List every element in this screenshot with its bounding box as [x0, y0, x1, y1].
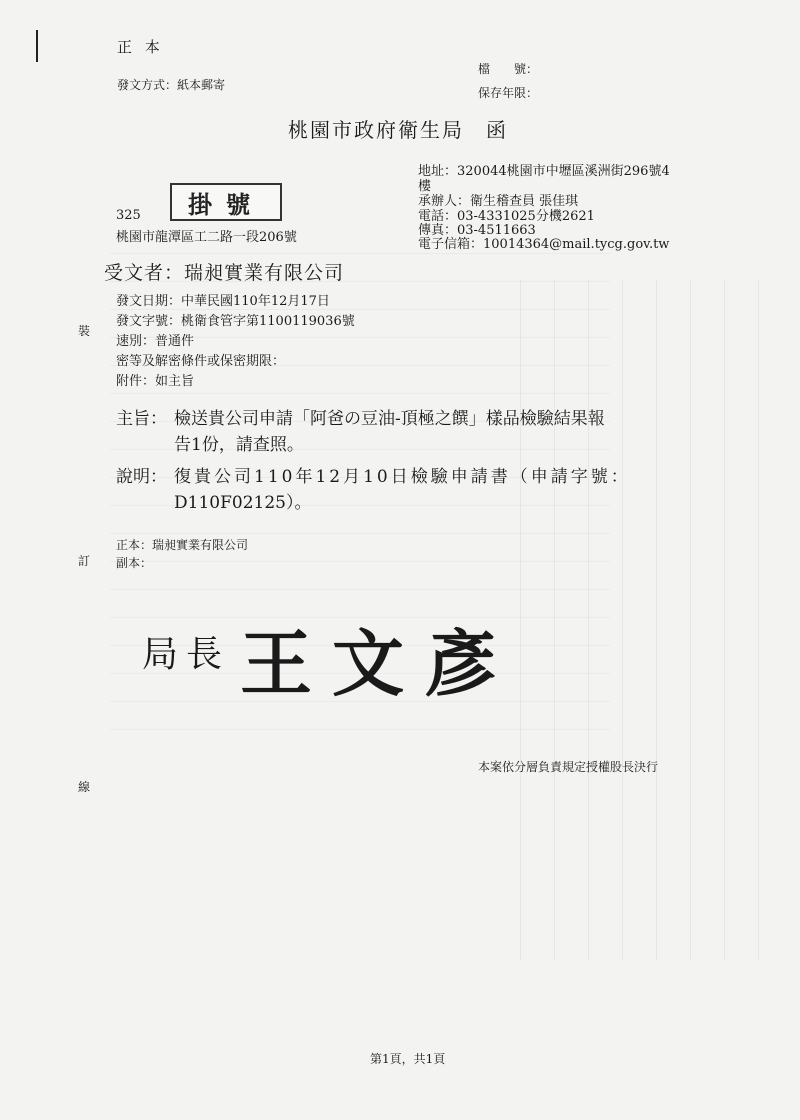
attachment: 附件：如主旨 — [116, 374, 195, 389]
postal-code: 325 — [116, 208, 141, 223]
fax: 傳真：03-4511663 — [418, 223, 536, 238]
subject-line-2: 告1份，請查照。 — [174, 435, 304, 455]
phone: 電話：03-4331025分機2621 — [418, 209, 595, 224]
binding-mark-middle: 訂 — [78, 554, 91, 568]
binding-mark-top: 裝 — [78, 324, 91, 338]
subject-label: 主旨： — [116, 409, 167, 429]
document-title: 桃園市政府衛生局 函 — [288, 118, 508, 142]
registered-mail-stamp: 掛號 — [170, 183, 282, 221]
subject-line-1: 檢送貴公司申請「阿爸の豆油-頂極之饌」樣品檢驗結果報 — [174, 409, 605, 429]
recipient: 受文者：瑞昶實業有限公司 — [104, 262, 345, 284]
sender-address: 地址：320044桃園市中壢區溪洲街296號4 — [418, 164, 670, 179]
explanation-line-1: 復貴公司110年12月10日檢驗申請書（申請字號： — [174, 467, 631, 487]
email: 電子信箱：10014364@mail.tycg.gov.tw — [418, 237, 670, 252]
page-number: 第1頁，共1頁 — [370, 1052, 446, 1066]
explanation-label: 說明： — [116, 467, 167, 487]
binding-mark-bottom: 線 — [78, 780, 91, 794]
explanation-line-2: D110F02125）。 — [174, 493, 312, 513]
document-number: 發文字號：桃衛食管字第1100119036號 — [116, 314, 355, 329]
signature-name: 王文彥 — [240, 621, 517, 706]
send-method: 發文方式：紙本郵寄 — [117, 78, 226, 92]
corner-mark — [36, 30, 38, 62]
original-recipient: 正本：瑞昶實業有限公司 — [116, 538, 249, 552]
sender-address-cont: 樓 — [418, 179, 432, 194]
security-level: 密等及解密條件或保密期限： — [116, 354, 286, 369]
file-number-label: 檔 號： — [478, 62, 539, 76]
handler: 承辦人：衛生稽查員 張佳琪 — [418, 194, 579, 209]
copy-type: 正 本 — [117, 38, 164, 56]
delegation-note: 本案依分層負責規定授權股長決行 — [478, 760, 659, 774]
delivery-speed: 速別：普通件 — [116, 334, 195, 349]
recipient-address: 桃園市龍潭區工二路一段206號 — [116, 230, 297, 245]
retention-label: 保存年限： — [478, 86, 539, 100]
signature-title: 局長 — [142, 634, 231, 675]
send-date: 發文日期：中華民國110年12月17日 — [116, 294, 330, 309]
copy-recipient: 副本： — [116, 556, 153, 570]
